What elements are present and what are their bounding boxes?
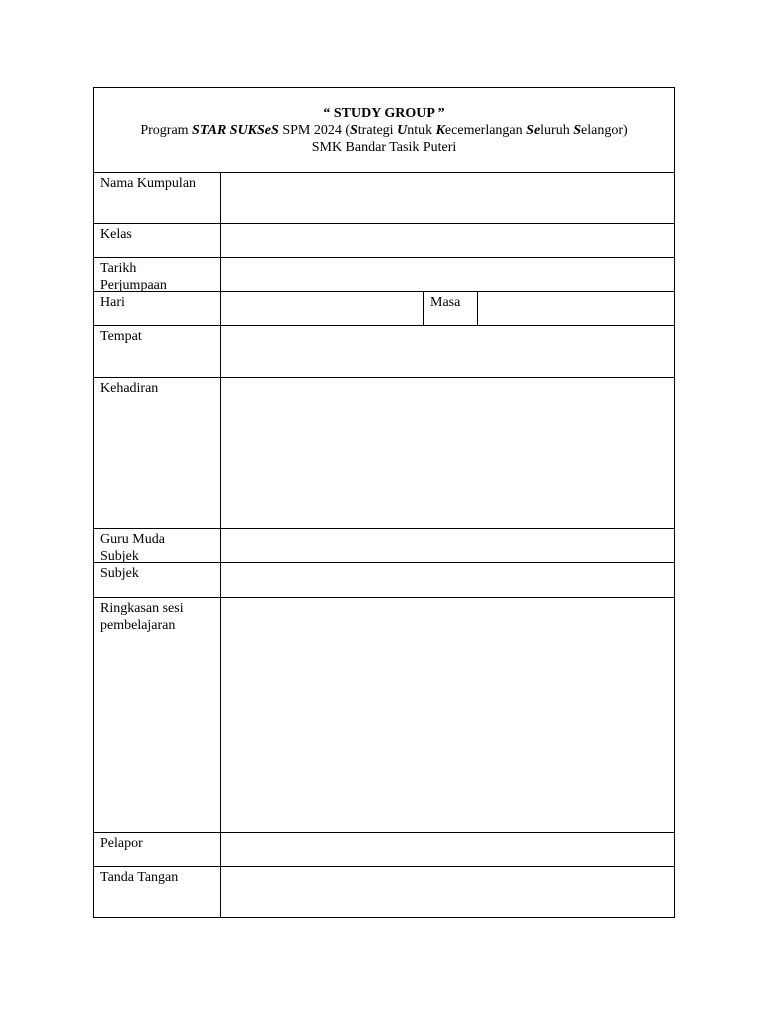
guru-muda-field[interactable] [221,529,674,562]
acronym-rest: luruh [540,123,574,138]
hari-field[interactable] [221,292,423,325]
acronym-letter: S [350,123,358,138]
form-header [94,88,674,173]
row-pelapor [94,833,674,867]
program-star: STAR SUKSeS [192,123,279,138]
nama-kumpulan-field[interactable] [221,173,674,223]
row-tarikh [94,258,674,292]
tempat-field[interactable] [221,326,674,377]
study-group-form [93,87,675,918]
ringkasan-label-line1: Ringkasan sesi [100,601,184,616]
row-kelas [94,224,674,258]
nama-kumpulan-label: Nama Kumpulan [94,173,221,223]
subjek-label: Subjek [94,563,221,597]
acronym-rest: ntuk [407,123,436,138]
ringkasan-field[interactable] [221,598,674,832]
row-subjek [94,563,674,598]
guru-muda-label-line1: Guru Muda [100,532,165,547]
row-kehadiran [94,378,674,529]
row-tanda-tangan [94,867,674,917]
ringkasan-label-line2: pembelajaran [100,618,176,633]
tarikh-label [94,258,221,291]
kelas-field[interactable] [221,224,674,257]
school-name: SMK Bandar Tasik Puteri [311,140,457,155]
acronym-rest: elangor) [581,123,628,138]
tarikh-label-line1: Tarikh [100,261,137,276]
form-title: “ STUDY GROUP ” [323,106,445,121]
hari-label: Hari [94,292,221,325]
acronym-letter: U [397,123,408,138]
tanda-tangan-field[interactable] [221,867,674,917]
row-guru-muda [94,529,674,563]
acronym-letter: Se [526,123,541,138]
subjek-field[interactable] [221,563,674,597]
row-ringkasan [94,598,674,833]
acronym-letter: K [435,123,445,138]
kehadiran-label: Kehadiran [94,378,221,528]
acronym-rest: ecemerlangan [444,123,527,138]
row-tempat [94,326,674,378]
tanda-tangan-label: Tanda Tangan [94,867,221,917]
guru-muda-label-line2: Subjek [100,549,139,564]
tarikh-label-line2: Perjumpaan [100,278,167,293]
row-nama-kumpulan [94,173,674,224]
row-hari-masa [94,292,674,326]
program-spm: SPM 2024 ( [278,123,350,138]
acronym-letter: S [573,123,582,138]
tempat-label: Tempat [94,326,221,377]
pelapor-field[interactable] [221,833,674,866]
pelapor-label: Pelapor [94,833,221,866]
program-prefix: Program [140,123,193,138]
tarikh-field[interactable] [221,258,674,291]
ringkasan-label [94,598,221,832]
guru-muda-label [94,529,221,562]
kehadiran-field[interactable] [221,378,674,528]
masa-label: Masa [423,292,478,325]
program-line [94,122,674,139]
acronym-rest: trategi [357,123,398,138]
masa-field[interactable] [478,292,674,325]
kelas-label: Kelas [94,224,221,257]
